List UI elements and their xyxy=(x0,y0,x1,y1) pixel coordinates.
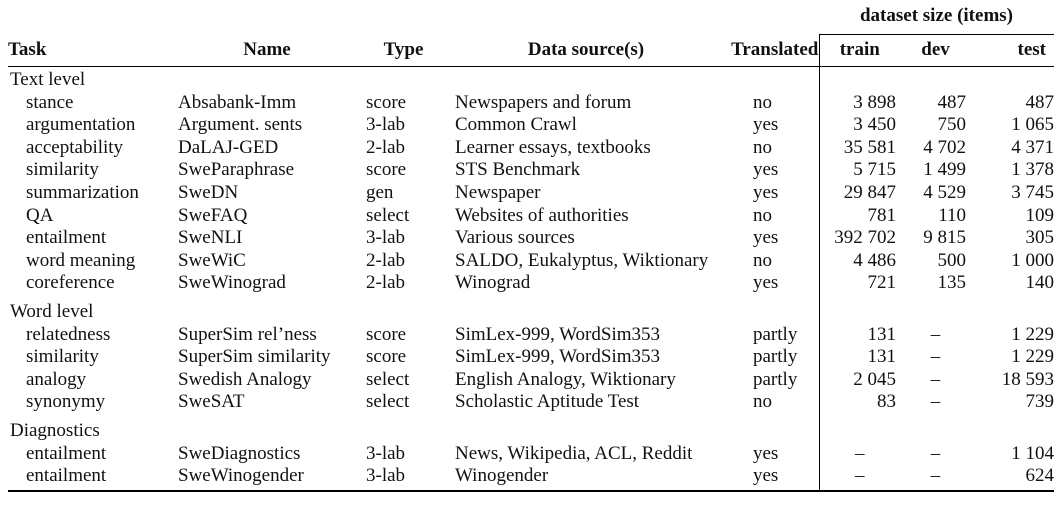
header-row xyxy=(8,35,1054,67)
group-label: Diagnostics xyxy=(8,414,819,443)
header-translated: Translated xyxy=(731,35,819,67)
group-empty-cell xyxy=(900,414,971,443)
table-row xyxy=(8,391,1054,414)
table-row xyxy=(8,92,1054,115)
cell-type: 2-lab xyxy=(366,272,406,294)
cell-dev: 4 529 xyxy=(923,181,966,203)
cell-translated: partly xyxy=(731,369,819,392)
table-row xyxy=(8,114,1054,137)
cell-name: SweDN xyxy=(178,181,239,203)
cell-type: 3-lab xyxy=(366,465,441,491)
cell-translated: yes xyxy=(731,114,819,137)
cell-train: – xyxy=(819,465,900,491)
cell-train: 83 xyxy=(877,391,896,413)
cell-name: Swedish Analogy xyxy=(178,368,312,390)
cell-test: 109 xyxy=(1025,204,1054,226)
cell-type: 3-lab xyxy=(366,227,406,249)
cell-source: Newspapers and forum xyxy=(455,91,632,113)
table-body xyxy=(8,67,1054,491)
cell-source: English Analogy, Wiktionary xyxy=(455,368,676,390)
cell-translated: partly xyxy=(731,346,819,369)
cell-translated: no xyxy=(731,137,819,160)
cell-source: Winogender xyxy=(441,465,731,491)
cell-translated: yes xyxy=(731,227,819,250)
cell-translated: yes xyxy=(731,272,819,295)
group-empty-cell xyxy=(819,295,900,324)
cell-name: SweWinogender xyxy=(168,465,366,491)
group-row xyxy=(8,67,1054,92)
cell-dev: 1 499 xyxy=(923,159,966,181)
group-row xyxy=(8,295,1054,324)
cell-task: similarity xyxy=(26,159,99,181)
table-row xyxy=(8,250,1054,273)
cell-test: 4 371 xyxy=(1011,136,1054,158)
cell-name: DaLAJ-GED xyxy=(178,136,279,158)
cell-name: Absabank-Imm xyxy=(178,91,297,113)
dataset-table xyxy=(8,0,1054,492)
cell-train: – xyxy=(855,442,865,464)
cell-train: 29 847 xyxy=(843,181,896,203)
cell-task: analogy xyxy=(26,368,87,390)
cell-task: summarization xyxy=(26,181,139,203)
cell-test: 1 065 xyxy=(1011,114,1054,136)
cell-train: 721 xyxy=(867,272,896,294)
cell-task: argumentation xyxy=(26,114,136,136)
header-task: Task xyxy=(8,35,168,67)
cell-source: Learner essays, textbooks xyxy=(455,136,651,158)
cell-source: Common Crawl xyxy=(455,114,577,136)
cell-name: SweFAQ xyxy=(178,204,248,226)
cell-name: SweWiC xyxy=(178,249,246,271)
group-empty-cell xyxy=(900,295,971,324)
group-empty-cell xyxy=(819,67,900,92)
cell-dev: 4 702 xyxy=(923,136,966,158)
cell-translated: yes xyxy=(731,465,819,491)
cell-type: select xyxy=(366,204,410,226)
cell-train: 131 xyxy=(867,346,896,368)
cell-translated: no xyxy=(731,92,819,115)
cell-source: SimLex-999, WordSim353 xyxy=(455,323,661,345)
table-row xyxy=(8,465,1054,491)
dataset-size-header: dataset size (items) xyxy=(819,0,1054,35)
cell-translated: no xyxy=(731,205,819,228)
cell-type: 2-lab xyxy=(366,249,406,271)
cell-type: 2-lab xyxy=(366,136,406,158)
cell-train: 35 581 xyxy=(843,136,896,158)
table-row xyxy=(8,227,1054,250)
group-empty-cell xyxy=(900,67,971,92)
cell-type: gen xyxy=(366,181,394,203)
cell-test: 1 378 xyxy=(1011,159,1054,181)
cell-task: QA xyxy=(26,204,54,226)
group-label: Word level xyxy=(8,295,819,324)
cell-test: 140 xyxy=(1025,272,1054,294)
cell-translated: no xyxy=(731,250,819,273)
cell-test: 1 229 xyxy=(1011,323,1054,345)
super-header-row xyxy=(8,0,1054,35)
cell-translated: no xyxy=(731,391,819,414)
cell-name: SweSAT xyxy=(178,391,245,413)
group-empty-cell xyxy=(971,295,1054,324)
cell-source: News, Wikipedia, ACL, Reddit xyxy=(455,442,693,464)
cell-dev: 487 xyxy=(937,91,966,113)
cell-source: Websites of authorities xyxy=(455,204,629,226)
cell-train: 3 450 xyxy=(853,114,896,136)
header-name: Name xyxy=(168,35,366,67)
cell-train: 131 xyxy=(867,323,896,345)
cell-task: word meaning xyxy=(26,249,136,271)
table-row xyxy=(8,443,1054,466)
cell-dev: – xyxy=(930,346,941,368)
cell-task: coreference xyxy=(26,272,115,294)
cell-test: 1 229 xyxy=(1011,346,1054,368)
cell-train: 5 715 xyxy=(853,159,896,181)
cell-test: 1 104 xyxy=(1011,442,1054,464)
cell-dev: – xyxy=(930,442,941,464)
cell-dev: 500 xyxy=(937,249,966,271)
cell-type: score xyxy=(366,159,407,181)
cell-translated: partly xyxy=(731,324,819,347)
cell-source: STS Benchmark xyxy=(455,159,581,181)
cell-test: 624 xyxy=(971,465,1054,491)
group-row xyxy=(8,414,1054,443)
header-source: Data source(s) xyxy=(441,35,731,67)
cell-source: Scholastic Aptitude Test xyxy=(455,391,640,413)
cell-test: 305 xyxy=(1025,227,1054,249)
cell-task: stance xyxy=(26,91,74,113)
cell-name: Argument. sents xyxy=(178,114,303,136)
cell-dev: 110 xyxy=(938,204,966,226)
cell-task: relatedness xyxy=(26,323,111,345)
cell-train: 781 xyxy=(867,204,896,226)
cell-type: select xyxy=(366,391,410,413)
cell-task: acceptability xyxy=(26,136,124,158)
cell-type: score xyxy=(366,323,407,345)
cell-train: 4 486 xyxy=(853,249,896,271)
cell-name: SuperSim rel’ness xyxy=(178,323,317,345)
header-type: Type xyxy=(366,35,441,67)
header-test: test xyxy=(971,35,1054,67)
cell-test: 18 593 xyxy=(1001,368,1054,390)
cell-train: 3 898 xyxy=(853,91,896,113)
table-row xyxy=(8,137,1054,160)
table-row xyxy=(8,346,1054,369)
table-row xyxy=(8,159,1054,182)
cell-type: 3-lab xyxy=(366,442,406,464)
table-row xyxy=(8,324,1054,347)
cell-train: 392 702 xyxy=(834,227,896,249)
cell-translated: yes xyxy=(731,159,819,182)
cell-dev: – xyxy=(930,323,941,345)
cell-test: 3 745 xyxy=(1011,181,1054,203)
cell-task: synonymy xyxy=(26,391,106,413)
cell-source: Newspaper xyxy=(455,181,541,203)
cell-type: score xyxy=(366,346,407,368)
cell-test: 1 000 xyxy=(1011,249,1054,271)
cell-dev: 750 xyxy=(937,114,966,136)
table-row xyxy=(8,272,1054,295)
group-empty-cell xyxy=(819,414,900,443)
cell-task: entailment xyxy=(8,465,168,491)
cell-translated: yes xyxy=(731,182,819,205)
dataset-table-container xyxy=(8,0,1054,492)
cell-translated: yes xyxy=(731,443,819,466)
cell-dev: 135 xyxy=(937,272,966,294)
cell-source: SALDO, Eukalyptus, Wiktionary xyxy=(455,249,709,271)
cell-source: Winograd xyxy=(455,272,531,294)
cell-type: 3-lab xyxy=(366,114,406,136)
cell-name: SweNLI xyxy=(178,227,243,249)
cell-test: 487 xyxy=(1025,91,1054,113)
group-label: Text level xyxy=(8,67,819,92)
header-train: train xyxy=(819,35,900,67)
cell-dev: – xyxy=(930,391,941,413)
group-empty-cell xyxy=(971,67,1054,92)
cell-dev: 9 815 xyxy=(923,227,966,249)
cell-dev: – xyxy=(930,368,941,390)
cell-name: SweDiagnostics xyxy=(178,442,301,464)
cell-source: Various sources xyxy=(455,227,575,249)
cell-dev: – xyxy=(900,465,971,491)
header-dev: dev xyxy=(900,35,971,67)
table-row xyxy=(8,182,1054,205)
group-empty-cell xyxy=(971,414,1054,443)
cell-train: 2 045 xyxy=(853,368,896,390)
table-head xyxy=(8,0,1054,67)
cell-source: SimLex-999, WordSim353 xyxy=(455,346,661,368)
cell-name: SweParaphrase xyxy=(178,159,295,181)
table-row xyxy=(8,205,1054,228)
cell-type: score xyxy=(366,91,407,113)
cell-name: SweWinograd xyxy=(178,272,286,294)
cell-test: 739 xyxy=(1025,391,1054,413)
cell-task: entailment xyxy=(26,227,107,249)
cell-task: entailment xyxy=(26,442,107,464)
table-row xyxy=(8,369,1054,392)
cell-task: similarity xyxy=(26,346,99,368)
cell-type: select xyxy=(366,368,410,390)
cell-name: SuperSim similarity xyxy=(178,346,331,368)
